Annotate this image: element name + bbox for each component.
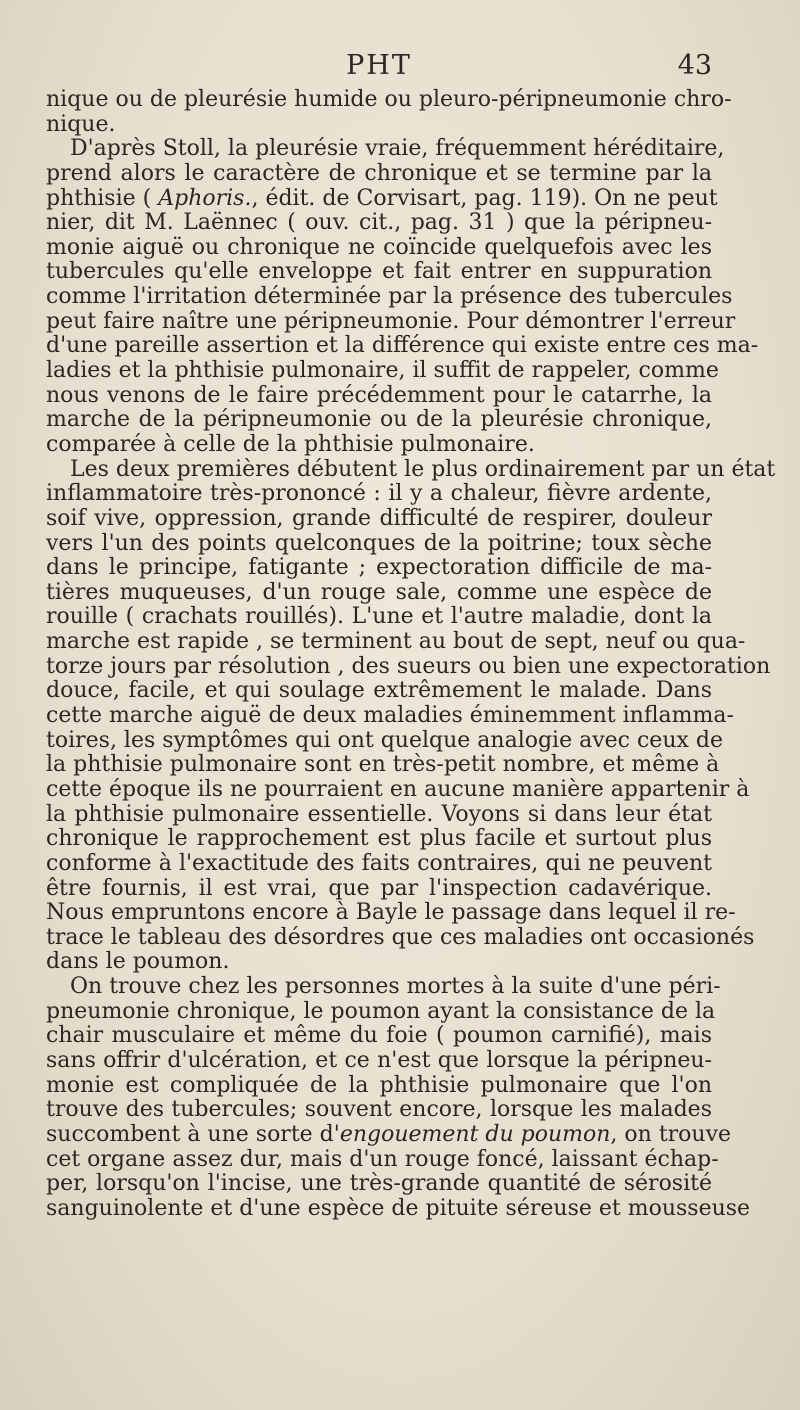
text-segment: nique ou de pleurésie humide ou pleuro-péripneumonie chro- bbox=[46, 87, 732, 112]
text-segment: cet organe assez dur, mais d'un rouge foncé, laissant échap- bbox=[46, 1146, 719, 1172]
text-line bbox=[46, 482, 712, 507]
text-line bbox=[46, 1024, 712, 1049]
text-line bbox=[46, 433, 712, 458]
text-segment: toires, les symptômes qui ont quelque analogie avec ceux de bbox=[46, 727, 723, 753]
text-segment: prend alors le caractère de chronique et se termine par la bbox=[46, 160, 712, 186]
text-segment: peut faire naître une péripneumonie. Pour démontrer l'erreur bbox=[46, 308, 736, 334]
text-line bbox=[46, 776, 750, 803]
text-segment: ladies et la phthisie pulmonaire, il suffit de rappeler, comme bbox=[46, 358, 719, 384]
text-line bbox=[46, 1146, 719, 1173]
text-segment: rouille ( crachats rouillés). L'une et l'autre maladie, dont la bbox=[46, 604, 712, 630]
text-line bbox=[46, 1195, 751, 1222]
text-segment: torze jours par résolution , des sueurs ou bien une expectoration bbox=[46, 653, 771, 679]
text-line bbox=[46, 260, 712, 285]
text-line bbox=[46, 1098, 712, 1123]
text-segment: trouve des tubercules; souvent encore, lorsque les malades bbox=[46, 1097, 712, 1123]
text-line bbox=[46, 236, 712, 261]
text-line bbox=[46, 605, 712, 630]
text-segment: comme l'irritation déterminée par la présence des tubercules bbox=[46, 284, 733, 310]
text-line bbox=[46, 629, 746, 655]
text-segment: pneumonie chronique, le poumon ayant la consistance de la bbox=[46, 998, 716, 1024]
text-line bbox=[46, 877, 712, 902]
text-line bbox=[46, 703, 734, 729]
text-line bbox=[46, 950, 712, 975]
text-line bbox=[46, 456, 776, 483]
body-text bbox=[46, 87, 776, 1221]
text-line bbox=[46, 803, 712, 828]
text-line bbox=[46, 653, 771, 680]
text-segment: comparée à celle de la phthisie pulmonaire. bbox=[46, 431, 535, 457]
text-line bbox=[46, 998, 716, 1025]
paragraph bbox=[46, 136, 759, 457]
text-segment: trace le tableau des désordres que ces maladies ont occasionés bbox=[46, 924, 755, 950]
paragraph bbox=[46, 974, 751, 1221]
text-line bbox=[46, 532, 712, 557]
text-segment: monie aiguë ou chronique ne coïncide quelquefois avec les bbox=[46, 234, 712, 260]
text-segment: sans offrir d'ulcération, et ce n'est que lorsque la péripneu- bbox=[46, 1047, 712, 1073]
text-segment: phthisie ( bbox=[46, 185, 159, 211]
italic-segment: Aphoris. bbox=[158, 185, 252, 211]
text-segment: vers l'un des points quelconques de la poitrine; toux sèche bbox=[46, 530, 712, 556]
text-line bbox=[46, 1049, 712, 1074]
text-segment: douce, facile, et qui soulage extrêmement le malade. Dans bbox=[46, 678, 712, 704]
text-segment: , édit. de Corvisart, pag. 119). On ne peut bbox=[251, 185, 718, 211]
text-line bbox=[46, 185, 718, 212]
page-number: 43 bbox=[677, 50, 712, 81]
text-segment: sanguinolente et d'une espèce de pituite séreuse et mousseuse bbox=[46, 1195, 751, 1221]
text-segment: soif vive, oppression, grande difficulté de respirer, douleur bbox=[46, 505, 712, 531]
text-segment: On trouve chez les personnes mortes à la suite d'une péri- bbox=[70, 974, 721, 1000]
text-segment: nous venons de le faire précédemment pour le catarrhe, la bbox=[46, 382, 712, 408]
page-header bbox=[46, 50, 712, 90]
text-segment: être fournis, il est vrai, que par l'inspection cadavérique. bbox=[46, 875, 712, 901]
text-line bbox=[46, 162, 712, 187]
text-line bbox=[46, 852, 712, 877]
text-segment: inflammatoire très-prononcé : il y a chaleur, fièvre ardente, bbox=[46, 481, 712, 507]
text-segment: per, lorsqu'on l'incise, une très-grande quantité de sérosité bbox=[46, 1171, 712, 1197]
text-line bbox=[46, 1074, 712, 1099]
text-segment: marche est rapide , se terminent au bout de sept, neuf ou qua- bbox=[46, 629, 746, 655]
text-segment: chair musculaire et même du foie ( poumon carnifié), mais bbox=[46, 1023, 712, 1049]
text-line bbox=[46, 727, 723, 754]
text-segment: nique. bbox=[46, 111, 116, 137]
text-line bbox=[46, 358, 719, 384]
text-line bbox=[46, 974, 721, 1000]
text-segment: nier, dit M. Laënnec ( ouv. cit., pag. 31 ) que la péripneu- bbox=[46, 210, 712, 236]
text-segment: d'une pareille assertion et la différence qui existe entre ces ma- bbox=[46, 333, 759, 359]
italic-segment: engouement du poumon bbox=[339, 1121, 611, 1147]
text-segment: dans le principe, fatigante ; expectoration difficile de ma- bbox=[46, 555, 712, 581]
text-segment: cette époque ils ne pourraient en aucune manière appartenir à bbox=[46, 776, 750, 802]
text-segment: Nous empruntons encore à Bayle le passage dans lequel il re- bbox=[46, 900, 736, 926]
text-segment: la phthisie pulmonaire sont en très-petit nombre, et même à bbox=[46, 752, 720, 778]
text-segment: chronique le rapprochement est plus facile et surtout plus bbox=[46, 826, 712, 852]
text-line bbox=[46, 507, 712, 532]
text-line bbox=[46, 113, 712, 138]
text-segment: D'après Stoll, la pleurésie vraie, fréquemment héréditaire, bbox=[70, 136, 725, 162]
text-segment: conforme à l'exactitude des faits contraires, qui ne peuvent bbox=[46, 850, 712, 876]
text-line bbox=[46, 827, 712, 852]
text-line bbox=[46, 900, 736, 926]
paragraph bbox=[46, 87, 732, 137]
text-segment: , on trouve bbox=[610, 1121, 732, 1147]
text-line bbox=[46, 924, 755, 951]
text-line bbox=[46, 752, 720, 778]
text-line bbox=[46, 333, 759, 359]
text-segment: succombent à une sorte d' bbox=[46, 1121, 340, 1147]
text-line bbox=[46, 408, 712, 433]
text-segment: cette marche aiguë de deux maladies éminemment inflamma- bbox=[46, 703, 734, 729]
text-segment: la phthisie pulmonaire essentielle. Voyons si dans leur état bbox=[46, 801, 712, 827]
text-segment: monie est compliquée de la phthisie pulmonaire que l'on bbox=[46, 1072, 712, 1098]
text-line bbox=[46, 556, 712, 581]
text-segment: tières muqueuses, d'un rouge sale, comme une espèce de bbox=[46, 579, 712, 605]
running-head: PHT bbox=[346, 50, 412, 81]
paragraph bbox=[46, 456, 776, 975]
text-line bbox=[46, 1121, 732, 1148]
text-line bbox=[46, 211, 712, 236]
text-segment: Les deux premières débutent le plus ordinairement par un état bbox=[70, 456, 776, 482]
text-line bbox=[46, 87, 732, 113]
text-line bbox=[46, 308, 736, 335]
text-line bbox=[46, 1172, 712, 1197]
text-line bbox=[46, 284, 733, 310]
text-line bbox=[46, 136, 725, 162]
text-segment: dans le poumon. bbox=[46, 949, 230, 975]
text-line bbox=[46, 581, 712, 606]
text-segment: tubercules qu'elle enveloppe et fait entrer en suppuration bbox=[46, 259, 712, 285]
text-line bbox=[46, 384, 712, 409]
text-line bbox=[46, 679, 712, 704]
text-segment: marche de la péripneumonie ou de la pleurésie chronique, bbox=[46, 407, 712, 433]
